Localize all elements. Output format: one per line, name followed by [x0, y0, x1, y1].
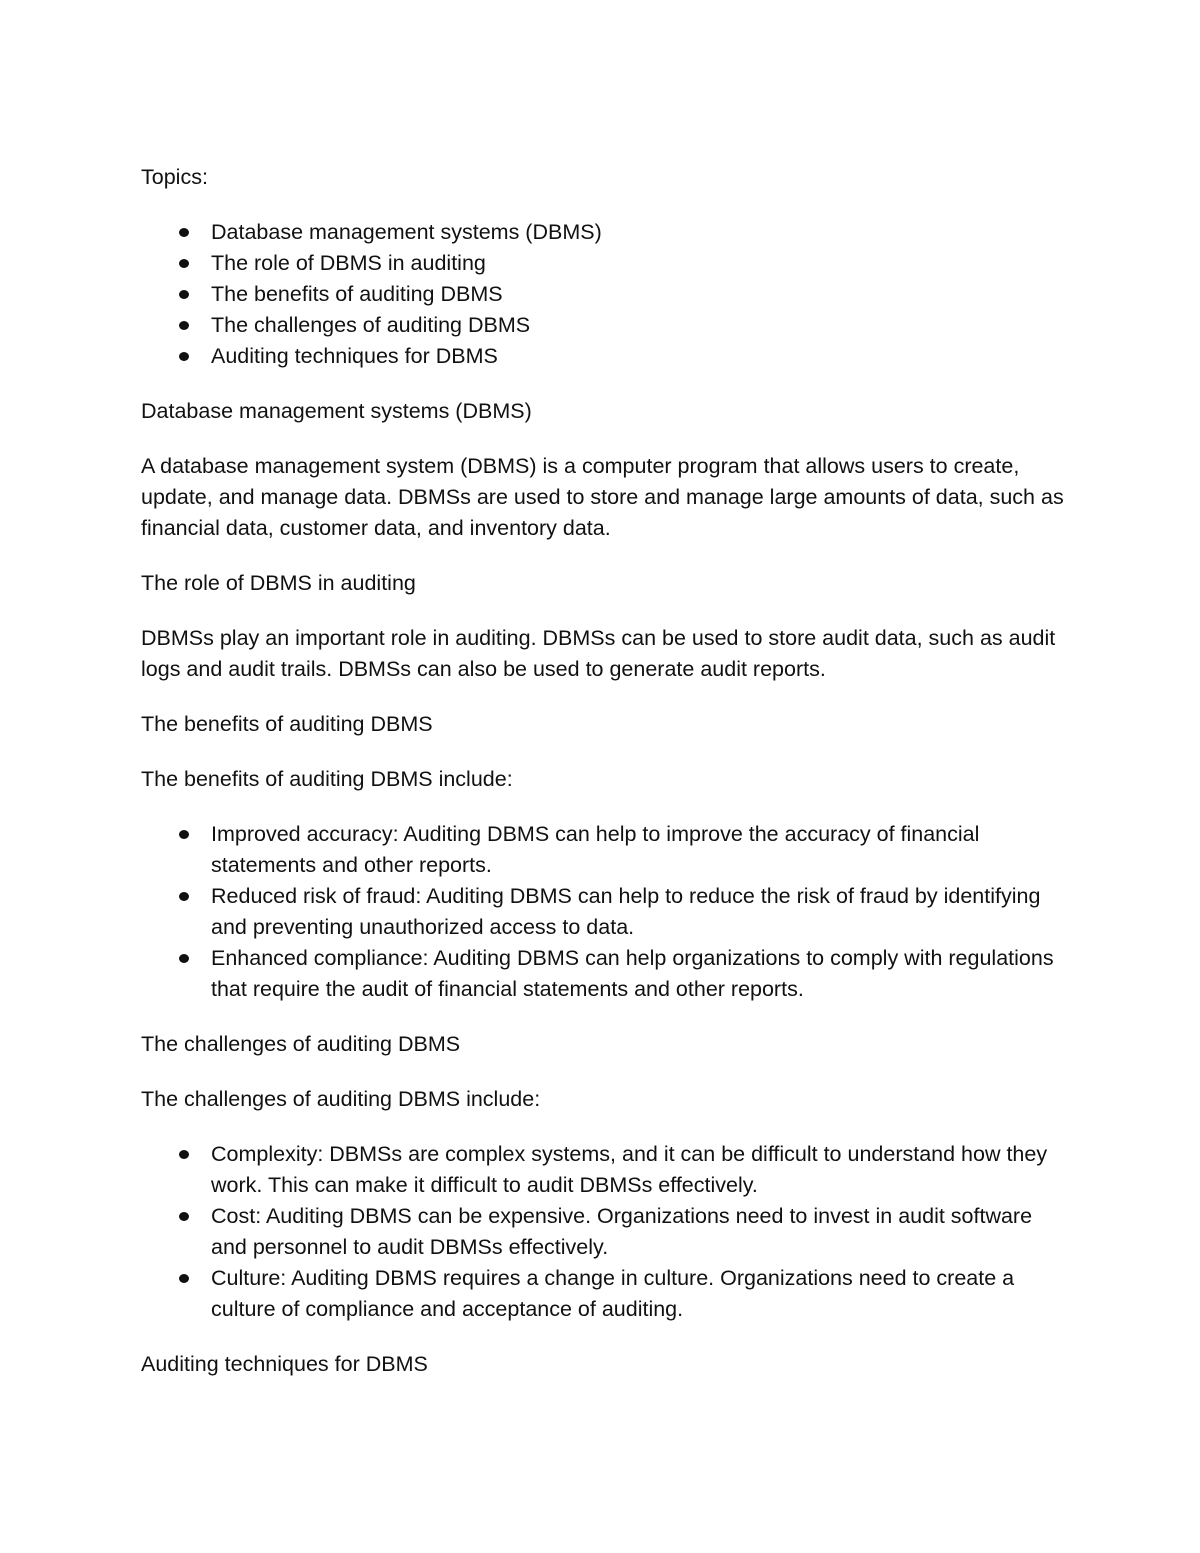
bullet-icon	[179, 321, 189, 330]
list-item: The role of DBMS in auditing	[141, 248, 1066, 279]
bullet-icon	[179, 830, 189, 839]
list-item: Culture: Auditing DBMS requires a change in culture. Organizations need to create a culture of compliance and acceptance of auditing.	[141, 1263, 1066, 1325]
section-heading: The role of DBMS in auditing	[141, 571, 416, 595]
list-item: The challenges of auditing DBMS	[141, 310, 1066, 341]
bullet-icon	[179, 892, 189, 901]
section-heading: The challenges of auditing DBMS	[141, 1032, 461, 1056]
bullet-icon	[179, 259, 189, 268]
bullet-icon	[179, 228, 189, 237]
section-heading: Auditing techniques for DBMS	[141, 1352, 428, 1376]
bullet-icon	[179, 290, 189, 299]
section-heading: The benefits of auditing DBMS	[141, 712, 433, 736]
list-item: Cost: Auditing DBMS can be expensive. Organizations need to invest in audit software and personnel to audit DBMSs effectively.	[141, 1201, 1066, 1263]
topics-list	[141, 217, 1066, 372]
bullet-icon	[179, 1212, 189, 1221]
section-intro: The challenges of auditing DBMS include:	[141, 1087, 541, 1111]
topics-label: Topics:	[141, 165, 208, 189]
list-item: Reduced risk of fraud: Auditing DBMS can help to reduce the risk of fraud by identifying and preventing unauthorized access to data.	[141, 881, 1066, 943]
challenges-list	[141, 1139, 1066, 1325]
bullet-icon	[179, 1150, 189, 1159]
list-item: Enhanced compliance: Auditing DBMS can help organizations to comply with regulations that require the audit of financial statements and other reports.	[141, 943, 1066, 1005]
bullet-icon	[179, 1274, 189, 1283]
list-item: Improved accuracy: Auditing DBMS can help to improve the accuracy of financial statements and other reports.	[141, 819, 1066, 881]
list-item: Database management systems (DBMS)	[141, 217, 1066, 248]
document-page	[141, 162, 1066, 1404]
section-intro: The benefits of auditing DBMS include:	[141, 767, 513, 791]
list-item: The benefits of auditing DBMS	[141, 279, 1066, 310]
benefits-list	[141, 819, 1066, 1005]
section-heading: Database management systems (DBMS)	[141, 399, 532, 423]
list-item: Complexity: DBMSs are complex systems, and it can be difficult to understand how they work. This can make it difficult to audit DBMSs effectively.	[141, 1139, 1066, 1201]
section-body: A database management system (DBMS) is a computer program that allows users to create, update, and manage data. DBMSs are used to store and manage large amounts of data, such as financial data, customer data, and inventory data.	[141, 454, 1064, 540]
bullet-icon	[179, 352, 189, 361]
bullet-icon	[179, 954, 189, 963]
list-item: Auditing techniques for DBMS	[141, 341, 1066, 372]
section-body: DBMSs play an important role in auditing. DBMSs can be used to store audit data, such as audit logs and audit trails. DBMSs can also be used to generate audit reports.	[141, 626, 1056, 681]
